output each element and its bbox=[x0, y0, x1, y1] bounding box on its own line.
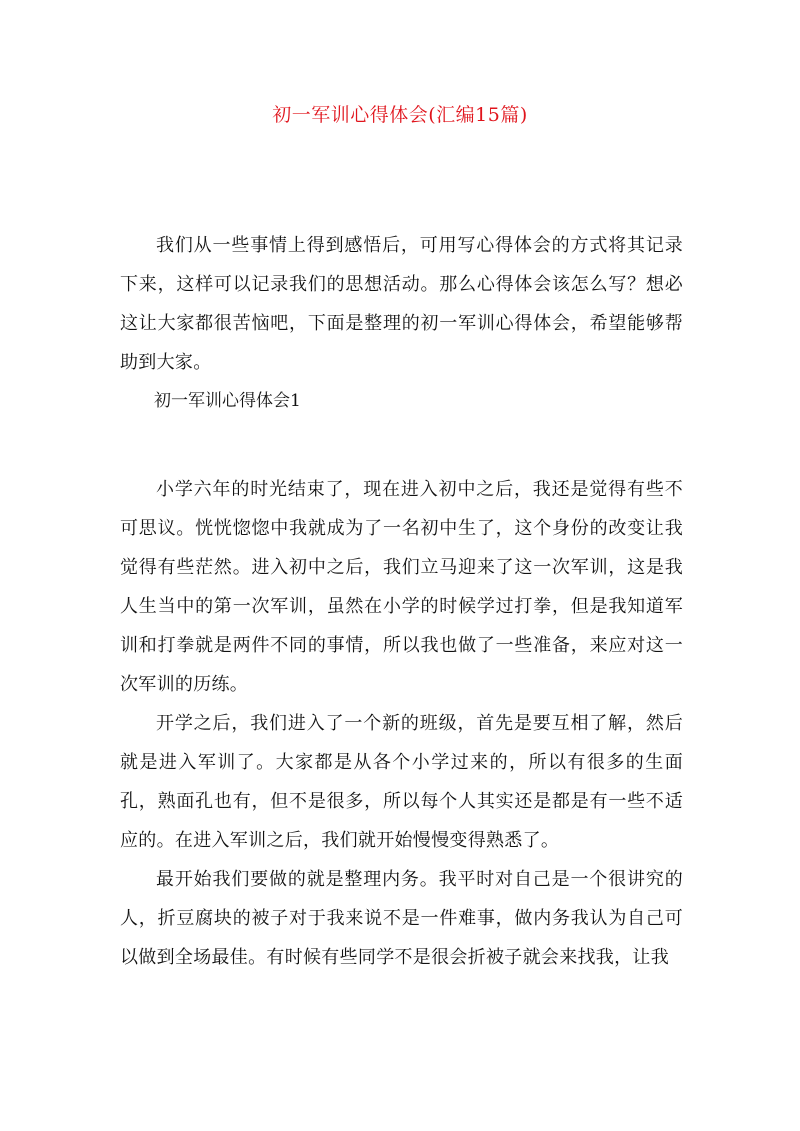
document-title: 初一军训心得体会(汇编15篇) bbox=[272, 104, 528, 126]
section-heading: 初一军训心得体会1 bbox=[154, 391, 301, 411]
body-paragraph: 小学六年的时光结束了，现在进入初中之后，我还是觉得有些不可思议。恍恍惚惚中我就成为了一名初中生了，这个身份的改变让我觉得有些茫然。进入初中之后，我们立马迎来了这一次军训，这是我人生当中的第一次军训，虽然在小学的时候学过打拳，但是我知道军训和打拳就是两件不同的事情，所以我也做了一些准备，来应对这一次军训的历练。 bbox=[120, 479, 683, 695]
document-body bbox=[120, 226, 683, 977]
body-paragraph: 最开始我们要做的就是整理内务。我平时对自己是一个很讲究的人，折豆腐块的被子对于我来说不是一件难事，做内务我认为自己可以做到全场最佳。有时候有些同学不是很会折被子就会来找我，让我 bbox=[120, 869, 683, 968]
section-spacer bbox=[120, 421, 683, 470]
intro-paragraph: 我们从一些事情上得到感悟后，可用写心得体会的方式将其记录下来，这样可以记录我们的思想活动。那么心得体会该怎么写？想必这让大家都很苦恼吧，下面是整理的初一军训心得体会，希望能够帮助到大家。 bbox=[120, 235, 683, 373]
body-paragraph: 开学之后，我们进入了一个新的班级，首先是要互相了解，然后就是进入军训了。大家都是从各个小学过来的，所以有很多的生面孔，熟面孔也有，但不是很多，所以每个人其实还是都是有一些不适应的。在进入军训之后，我们就开始慢慢变得熟悉了。 bbox=[120, 713, 683, 851]
